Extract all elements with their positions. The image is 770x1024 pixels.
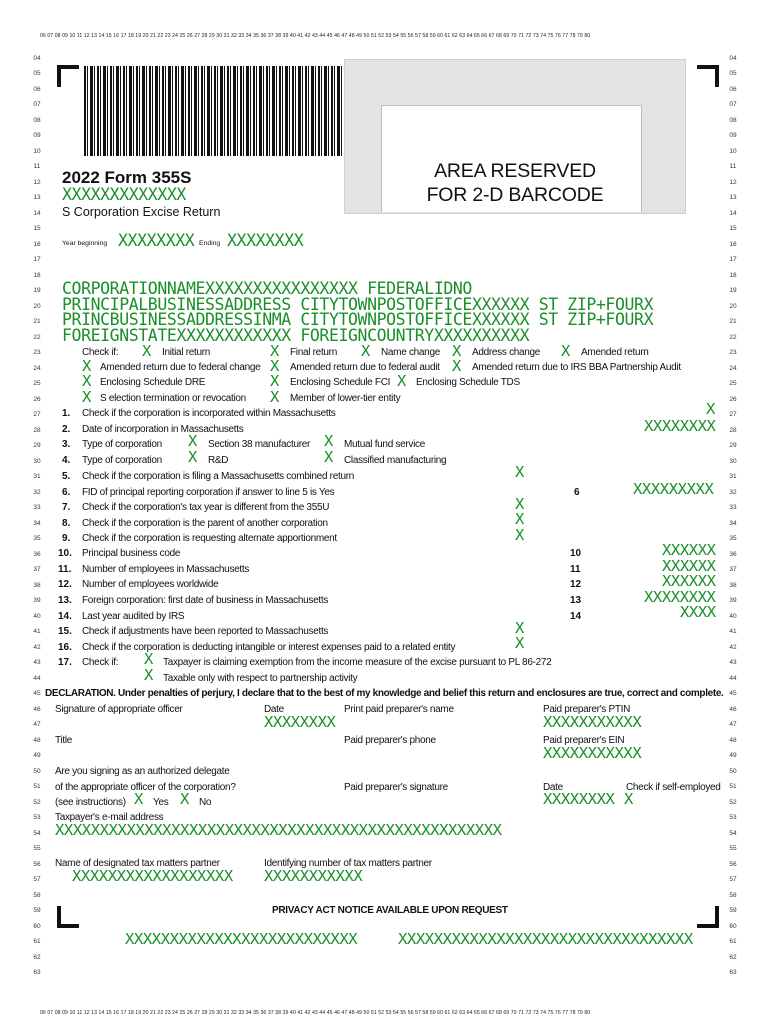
declaration-text: DECLARATION. Under penalties of perjury, I declare that to the best of my knowledge and belief this return and enclosures are true, correct and complete.: [45, 688, 724, 699]
right-row-number: 63: [729, 969, 737, 976]
schedule-tds-label: Enclosing Schedule TDS: [416, 377, 520, 388]
taxpayer-email-label: Taxpayer's e-mail address: [55, 812, 164, 823]
line-2-number: 2.: [62, 424, 71, 435]
left-row-number: 21: [33, 318, 41, 325]
line-12-number: 12.: [58, 579, 72, 590]
left-row-number: 29: [33, 442, 41, 449]
right-row-number: 11: [729, 163, 737, 170]
line-13-box-number: 13: [570, 595, 582, 606]
initial-return-check[interactable]: X: [142, 342, 151, 360]
line-7-check[interactable]: X: [515, 495, 524, 513]
left-row-number: 07: [33, 101, 41, 108]
delegate-question-line3: (see instructions): [55, 797, 126, 808]
left-row-number: 28: [33, 426, 41, 434]
line-3-label: Type of corporation: [82, 439, 162, 450]
partnership-activity-check[interactable]: X: [144, 666, 153, 684]
left-row-number: 59: [33, 907, 41, 914]
right-row-number: 52: [729, 798, 737, 806]
preparer-phone-label: Paid preparer's phone: [344, 735, 436, 746]
line-8-number: 8.: [62, 518, 71, 529]
left-row-number: 31: [33, 473, 41, 480]
reserved-area-line1: AREA RESERVED: [434, 160, 596, 182]
left-row-number: 25: [33, 380, 41, 387]
left-row-number: 36: [33, 550, 41, 558]
line-9-number: 9.: [62, 533, 71, 544]
line-15-check[interactable]: X: [515, 619, 524, 637]
address-line-3[interactable]: PRINCBUSINESSADDRESSINMA CITYTOWNPOSTOFFICEXXXXXX ST ZIP+FOURX: [62, 310, 654, 329]
left-row-number: 55: [33, 845, 41, 852]
right-row-number: 35: [729, 535, 737, 542]
left-row-number: 42: [33, 643, 41, 651]
line-13-label: Foreign corporation: first date of business in Massachusetts: [82, 595, 329, 606]
classified-manufacturing-check[interactable]: X: [324, 448, 333, 466]
left-row-number: 49: [33, 752, 41, 759]
top-column-ruler: 06 07 08 09 10 11 12 13 14 15 16 17 18 19 20 21 22 23 24 25 26 27 28 29 30 31 32 33 34 35 36 37 38 39 40 41 42 43 44 45 46 47 48 49 50 51 52 53 54 55 56 57 58 59 60 61 62 63 64 65 66 67 68 69 70 71 72 73 74 75 76 77 78 79 80: [40, 33, 591, 39]
line-5-number: 5.: [62, 471, 71, 482]
left-row-number: 18: [33, 271, 41, 279]
left-row-number: 52: [33, 798, 41, 806]
lower-tier-label: Member of lower-tier entity: [290, 393, 401, 404]
amended-federal-change-check[interactable]: X: [82, 357, 91, 375]
address-line-1[interactable]: CORPORATIONNAMEXXXXXXXXXXXXXXXX FEDERALIDNO: [62, 279, 472, 298]
right-row-number: 59: [729, 907, 737, 914]
left-row-number: 34: [33, 519, 41, 527]
print-preparer-name-label: Print paid preparer's name: [344, 704, 454, 715]
delegate-yes-label: Yes: [153, 797, 169, 808]
right-row-number: 58: [729, 891, 737, 899]
left-row-number: 60: [33, 922, 41, 930]
left-row-number: 57: [33, 876, 41, 883]
line-10-number: 10.: [58, 548, 72, 559]
self-employed-label: Check if self-employed: [626, 782, 721, 793]
right-row-number: 05: [729, 70, 737, 77]
partnership-activity-label: Taxable only with respect to partnership activity: [163, 673, 358, 684]
line-16-label: Check if the corporation is deducting intangible or interest expenses paid to a related entity: [82, 642, 456, 653]
left-row-number: 61: [33, 938, 41, 945]
left-row-number: 37: [33, 566, 41, 573]
line-8-label: Check if the corporation is the parent of another corporation: [82, 518, 328, 529]
year-beginning-value[interactable]: XXXXXXXX: [118, 231, 195, 250]
line-4-number: 4.: [62, 455, 71, 466]
left-row-number: 16: [33, 240, 41, 248]
amended-federal-audit-check[interactable]: X: [270, 357, 279, 375]
line-3-number: 3.: [62, 439, 71, 450]
privacy-notice: PRIVACY ACT NOTICE AVAILABLE UPON REQUEST: [272, 905, 508, 916]
preparer-ein-label: Paid preparer's EIN: [543, 735, 625, 746]
right-row-number: 09: [729, 132, 737, 139]
right-row-number: 29: [729, 442, 737, 449]
form-title: 2022 Form 355S: [62, 168, 192, 187]
mutual-fund-check[interactable]: X: [324, 432, 333, 450]
line-12-label: Number of employees worldwide: [82, 579, 219, 590]
address-line-4[interactable]: FOREIGNSTATEXXXXXXXXXXXX FOREIGNCOUNTRYXXXXXXXXXX: [62, 326, 530, 345]
line-11-number: 11.: [58, 564, 72, 575]
left-row-number: 62: [33, 953, 41, 961]
right-row-number: 32: [729, 488, 737, 496]
reserved-barcode-area: [344, 59, 686, 214]
left-row-number: 38: [33, 581, 41, 589]
left-row-number: 04: [33, 54, 41, 62]
right-row-number: 14: [729, 209, 737, 217]
right-row-number: 12: [729, 178, 737, 186]
line-9-label: Check if the corporation is requesting alternate apportionment: [82, 533, 337, 544]
right-row-number: 30: [729, 457, 737, 465]
right-row-number: 07: [729, 101, 737, 108]
right-row-number: 45: [729, 690, 737, 697]
left-row-number: 27: [33, 411, 41, 418]
delegate-question-line1: Are you signing as an authorized delegate: [55, 766, 230, 777]
left-row-number: 33: [33, 504, 41, 511]
left-row-number: 08: [33, 116, 41, 124]
name-change-label: Name change: [381, 347, 440, 358]
line-9-check[interactable]: X: [515, 526, 524, 544]
right-row-number: 41: [729, 628, 737, 635]
tax-matters-partner-value[interactable]: XXXXXXXXXXXXXXXXXX: [72, 867, 233, 885]
left-row-number: 50: [33, 767, 41, 775]
amended-return-check[interactable]: X: [561, 342, 570, 360]
delegate-no-check[interactable]: X: [180, 790, 189, 808]
right-row-number: 18: [729, 271, 737, 279]
year-beginning-label: Year beginning: [62, 240, 108, 247]
line-15-label: Check if adjustments have been reported to Massachusetts: [82, 626, 329, 637]
right-row-number: 37: [729, 566, 737, 573]
left-row-number: 45: [33, 690, 41, 697]
form-subtitle: S Corporation Excise Return: [62, 205, 221, 219]
line-8-check[interactable]: X: [515, 510, 524, 528]
amended-federal-change-label: Amended return due to federal change: [100, 362, 261, 373]
line-6-number: 6.: [62, 487, 71, 498]
left-row-number: 15: [33, 225, 41, 232]
line-13-number: 13.: [58, 595, 72, 606]
right-row-number: 34: [729, 519, 737, 527]
line-2-label: Date of incorporation in Massachusetts: [82, 424, 244, 435]
left-row-number: 53: [33, 814, 41, 821]
line-10-label: Principal business code: [82, 548, 181, 559]
line-10-value[interactable]: XXXXXX: [662, 541, 716, 559]
right-row-number: 38: [729, 581, 737, 589]
top-right-registration-mark: [697, 65, 719, 87]
right-row-number: 43: [729, 659, 737, 666]
footer-value-2[interactable]: XXXXXXXXXXXXXXXXXXXXXXXXXXXXXXXXX: [398, 930, 693, 948]
left-row-number: 40: [33, 612, 41, 620]
right-row-number: 10: [729, 147, 737, 155]
left-row-number: 11: [33, 163, 41, 170]
name-change-check[interactable]: X: [361, 342, 370, 360]
amended-bba-label: Amended return due to IRS BBA Partnership Audit: [472, 362, 681, 373]
left-row-number: 19: [33, 287, 41, 294]
line-16-number: 16.: [58, 642, 72, 653]
right-row-number: 46: [729, 705, 737, 713]
right-row-number: 48: [729, 736, 737, 744]
line-12-box-number: 12: [570, 579, 582, 590]
rd-label: R&D: [208, 455, 229, 466]
line-11-value[interactable]: XXXXXX: [662, 557, 716, 575]
pl-86-272-check[interactable]: X: [144, 650, 153, 668]
left-row-number: 26: [33, 395, 41, 403]
s-election-label: S election termination or revocation: [100, 393, 246, 404]
schedule-fci-label: Enclosing Schedule FCI: [290, 377, 391, 388]
top-left-registration-mark: [57, 65, 79, 87]
preparer-date-value[interactable]: XXXXXXXX: [543, 790, 615, 808]
line-13-value[interactable]: XXXXXXXX: [644, 588, 716, 606]
final-return-check[interactable]: X: [270, 342, 279, 360]
right-row-number: 31: [729, 473, 737, 480]
delegate-yes-check[interactable]: X: [134, 790, 143, 808]
left-row-number: 39: [33, 597, 41, 604]
right-row-number: 40: [729, 612, 737, 620]
right-row-number: 25: [729, 380, 737, 387]
schedule-fci-check[interactable]: X: [270, 372, 279, 390]
right-row-number: 17: [729, 256, 737, 263]
right-row-number: 61: [729, 938, 737, 945]
preparer-ptin-value[interactable]: XXXXXXXXXXX: [543, 713, 642, 731]
delegate-no-label: No: [199, 797, 212, 808]
preparer-ein-value[interactable]: XXXXXXXXXXX: [543, 744, 642, 762]
line-2-value[interactable]: XXXXXXXX: [644, 417, 716, 435]
right-row-number: 50: [729, 767, 737, 775]
right-row-number: 33: [729, 504, 737, 511]
amended-bba-check[interactable]: X: [452, 357, 461, 375]
line-12-value[interactable]: XXXXXX: [662, 572, 716, 590]
delegate-question-line2: of the appropriate officer of the corporation?: [55, 782, 236, 793]
address-change-check[interactable]: X: [452, 342, 461, 360]
section-38-check[interactable]: X: [188, 432, 197, 450]
bottom-right-registration-mark: [697, 906, 719, 928]
title-label: Title: [55, 735, 73, 746]
amended-federal-audit-label: Amended return due to federal audit: [290, 362, 440, 373]
left-row-number: 20: [33, 302, 41, 310]
right-row-number: 23: [729, 349, 737, 356]
right-row-number: 62: [729, 953, 737, 961]
form-id-value[interactable]: XXXXXXXXXXXXX: [62, 185, 186, 204]
right-row-number: 36: [729, 550, 737, 558]
reserved-area-line2: FOR 2-D BARCODE: [426, 184, 604, 206]
left-row-number: 22: [33, 333, 41, 341]
rd-check[interactable]: X: [188, 448, 197, 466]
preparer-signature-label: Paid preparer's signature: [344, 782, 448, 793]
tax-matters-partner-label: Name of designated tax matters partner: [55, 858, 220, 869]
left-row-number: 56: [33, 860, 41, 868]
schedule-dre-label: Enclosing Schedule DRE: [100, 377, 206, 388]
line-15-number: 15.: [58, 626, 72, 637]
left-row-number: 13: [33, 194, 41, 201]
line-17-number: 17.: [58, 657, 72, 668]
right-row-number: 56: [729, 860, 737, 868]
right-row-number: 15: [729, 225, 737, 232]
partner-id-value[interactable]: XXXXXXXXXXX: [264, 867, 363, 885]
line-11-box-number: 11: [570, 564, 581, 575]
line-10-box-number: 10: [570, 548, 582, 559]
initial-return-label: Initial return: [162, 347, 211, 358]
line-16-check[interactable]: X: [515, 634, 524, 652]
left-row-number: 44: [33, 674, 41, 682]
right-row-number: 26: [729, 395, 737, 403]
line-14-value[interactable]: XXXX: [680, 603, 716, 621]
right-row-number: 19: [729, 287, 737, 294]
classified-manufacturing-label: Classified manufacturing: [344, 455, 447, 466]
bottom-left-registration-mark: [57, 906, 79, 928]
left-row-number: 43: [33, 659, 41, 666]
right-row-number: 54: [729, 829, 737, 837]
left-row-number: 54: [33, 829, 41, 837]
partner-id-label: Identifying number of tax matters partner: [264, 858, 432, 869]
left-row-number: 09: [33, 132, 41, 139]
ending-value[interactable]: XXXXXXXX: [227, 231, 304, 250]
left-row-number: 58: [33, 891, 41, 899]
line-6-value[interactable]: XXXXXXXXX: [633, 480, 714, 498]
line-14-box-number: 14: [570, 611, 582, 622]
line-14-label: Last year audited by IRS: [82, 611, 185, 622]
right-row-number: 60: [729, 922, 737, 930]
amended-return-label: Amended return: [581, 347, 649, 358]
right-row-number: 47: [729, 721, 737, 728]
line-17-label: Check if:: [82, 657, 119, 668]
check-if-label: Check if:: [82, 347, 119, 358]
right-row-number: 55: [729, 845, 737, 852]
left-row-number: 51: [33, 783, 41, 790]
right-row-number: 21: [729, 318, 737, 325]
left-row-number: 12: [33, 178, 41, 186]
right-row-number: 04: [729, 54, 737, 62]
footer-value-1[interactable]: XXXXXXXXXXXXXXXXXXXXXXXXXX: [125, 930, 358, 948]
left-row-number: 17: [33, 256, 41, 263]
left-row-number: 48: [33, 736, 41, 744]
left-row-number: 47: [33, 721, 41, 728]
line-6-label: FID of principal reporting corporation if answer to line 5 is Yes: [82, 487, 335, 498]
taxpayer-email-value[interactable]: XXXXXXXXXXXXXXXXXXXXXXXXXXXXXXXXXXXXXXXXXXXXXXXXXX: [55, 821, 502, 839]
schedule-tds-check[interactable]: X: [397, 372, 406, 390]
line-11-label: Number of employees in Massachusetts: [82, 564, 250, 575]
s-election-check[interactable]: X: [82, 388, 91, 406]
left-row-number: 35: [33, 535, 41, 542]
line-14-number: 14.: [58, 611, 72, 622]
left-row-number: 63: [33, 969, 41, 976]
mutual-fund-label: Mutual fund service: [344, 439, 426, 450]
barcode-image: [84, 66, 342, 156]
right-row-number: 16: [729, 240, 737, 248]
line-7-number: 7.: [62, 502, 71, 513]
schedule-dre-check[interactable]: X: [82, 372, 91, 390]
left-row-number: 46: [33, 705, 41, 713]
line-1-label: Check if the corporation is incorporated within Massachusetts: [82, 408, 336, 419]
right-row-number: 51: [729, 783, 737, 790]
officer-date-value[interactable]: XXXXXXXX: [264, 713, 336, 731]
left-row-number: 30: [33, 457, 41, 465]
left-row-number: 06: [33, 85, 41, 93]
line-5-label: Check if the corporation is filing a Massachusetts combined return: [82, 471, 355, 482]
right-row-number: 27: [729, 411, 737, 418]
right-row-number: 24: [729, 364, 737, 372]
right-row-number: 39: [729, 597, 737, 604]
right-row-number: 53: [729, 814, 737, 821]
right-row-number: 42: [729, 643, 737, 651]
right-row-number: 49: [729, 752, 737, 759]
line-1-number: 1.: [62, 408, 71, 419]
right-row-number: 57: [729, 876, 737, 883]
line-5-check[interactable]: X: [515, 463, 524, 481]
left-row-number: 05: [33, 70, 41, 77]
right-row-number: 20: [729, 302, 737, 310]
officer-signature-label: Signature of appropriate officer: [55, 704, 183, 715]
right-row-number: 28: [729, 426, 737, 434]
bottom-column-ruler: 06 07 08 09 10 11 12 13 14 15 16 17 18 19 20 21 22 23 24 25 26 27 28 29 30 31 32 33 34 35 36 37 38 39 40 41 42 43 44 45 46 47 48 49 50 51 52 53 54 55 56 57 58 59 60 61 62 63 64 65 66 67 68 69 70 71 72 73 74 75 76 77 78 79 80: [40, 1010, 591, 1016]
address-line-2[interactable]: PRINCIPALBUSINESSADDRESS CITYTOWNPOSTOFFICEXXXXXX ST ZIP+FOURX: [62, 295, 654, 314]
left-row-number: 24: [33, 364, 41, 372]
left-row-number: 10: [33, 147, 41, 155]
address-change-label: Address change: [472, 347, 541, 358]
ending-label: Ending: [199, 240, 221, 247]
pl-86-272-label: Taxpayer is claiming exemption from the income measure of the excise pursuant to PL 86-272: [163, 657, 552, 668]
line-1-check[interactable]: X: [706, 400, 715, 418]
officer-date-label: Date: [264, 704, 284, 715]
line-6-box-number: 6: [574, 487, 580, 498]
left-row-number: 41: [33, 628, 41, 635]
right-row-number: 13: [729, 194, 737, 201]
left-row-number: 23: [33, 349, 41, 356]
left-row-number: 14: [33, 209, 41, 217]
right-row-number: 22: [729, 333, 737, 341]
right-row-number: 08: [729, 116, 737, 124]
section-38-label: Section 38 manufacturer: [208, 439, 311, 450]
self-employed-check[interactable]: X: [624, 790, 633, 808]
final-return-label: Final return: [290, 347, 337, 358]
right-row-number: 06: [729, 85, 737, 93]
lower-tier-check[interactable]: X: [270, 388, 279, 406]
line-7-label: Check if the corporation's tax year is different from the 355U: [82, 502, 330, 513]
preparer-ptin-label: Paid preparer's PTIN: [543, 704, 631, 715]
left-row-number: 32: [33, 488, 41, 496]
preparer-date-label: Date: [543, 782, 563, 793]
right-row-number: 44: [729, 674, 737, 682]
line-4-label: Type of corporation: [82, 455, 162, 466]
